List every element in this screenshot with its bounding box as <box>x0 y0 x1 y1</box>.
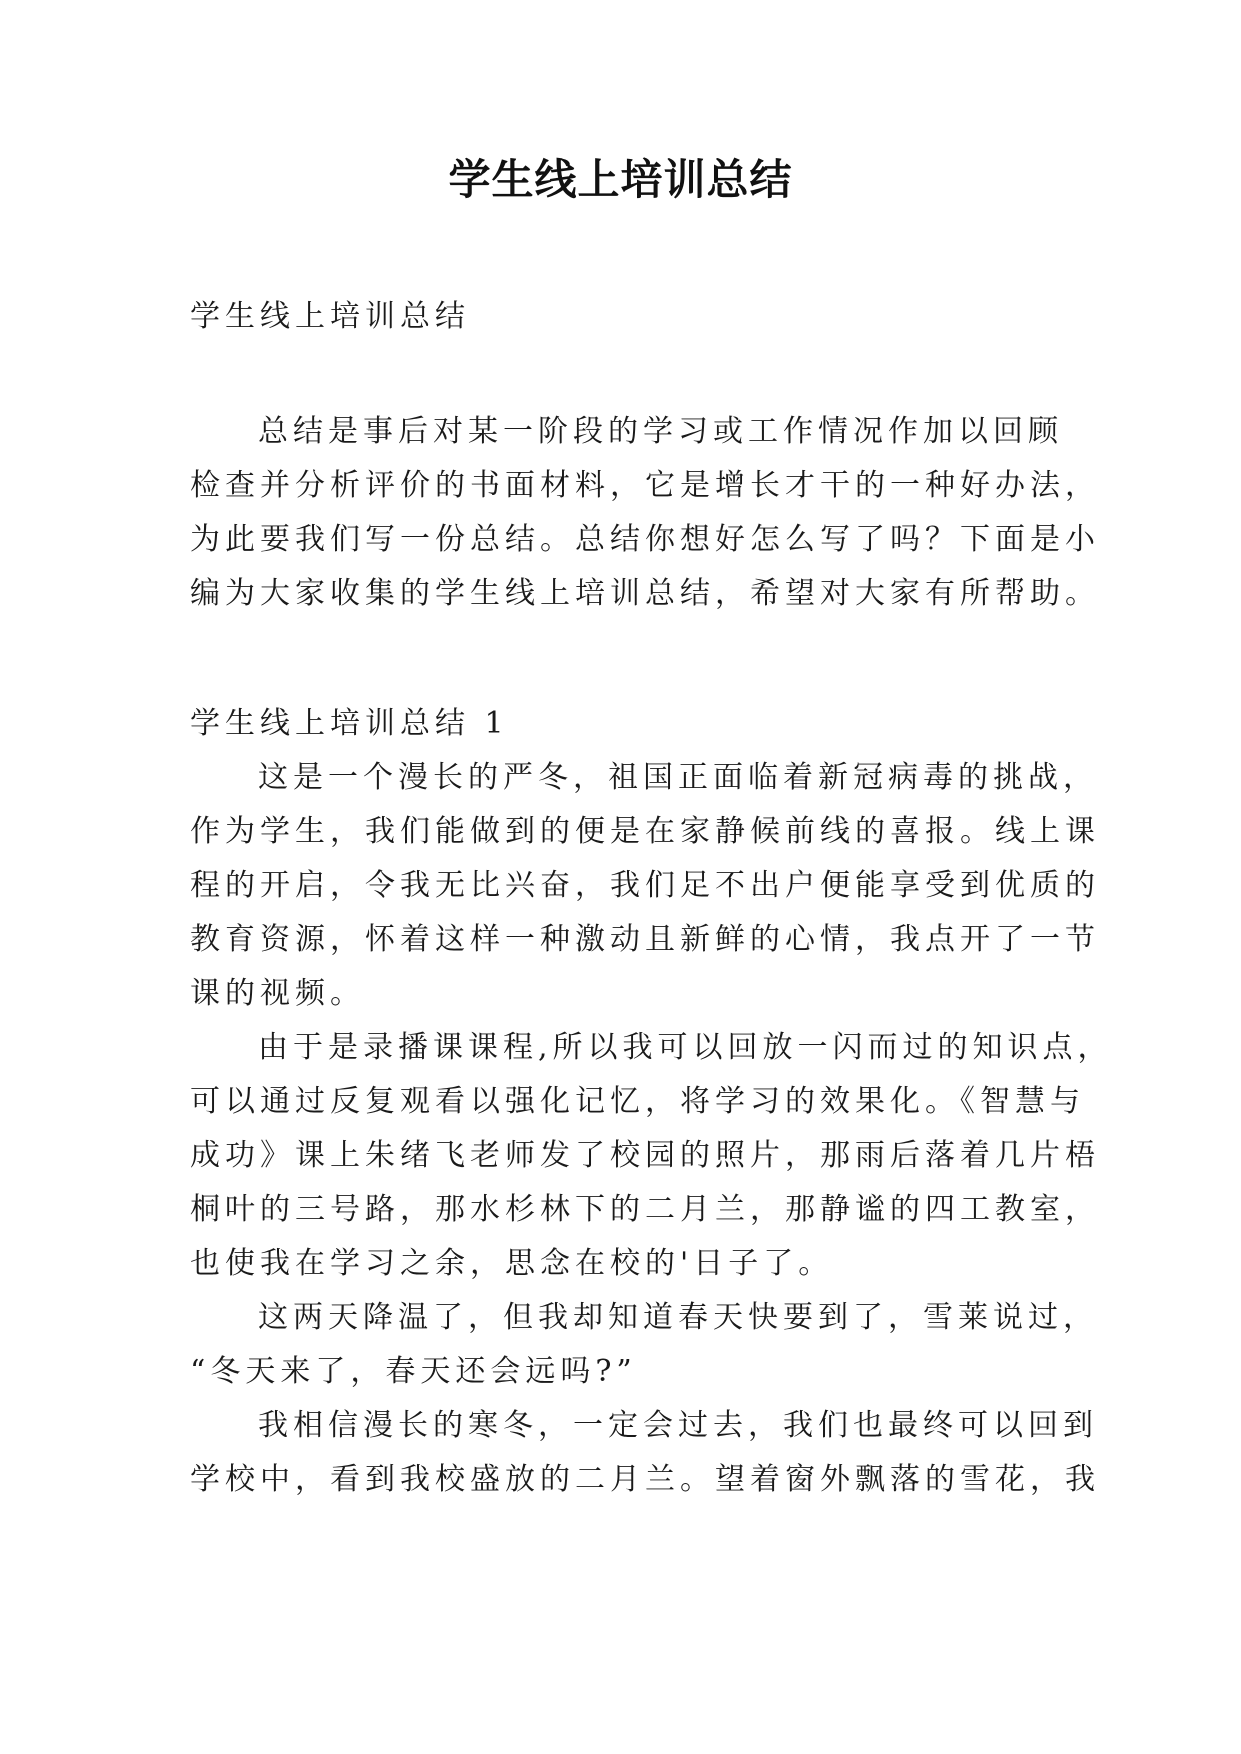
document-subtitle <box>190 290 1070 344</box>
intro-line: 检查并分析评价的书面材料，它是增长才干的一种好办法， <box>190 468 1100 503</box>
intro-line: 为此要我们写一份总结。总结你想好怎么写了吗？下面是小 <box>190 522 1100 557</box>
paragraph-line: 这是一个漫长的严冬，祖国正面临着新冠病毒的挑战， <box>258 760 1098 795</box>
paragraph-line: 桐叶的三号路，那水杉林下的二月兰，那静谧的四工教室， <box>190 1192 1100 1227</box>
intro-paragraph <box>190 405 1100 621</box>
paragraph-line: 程的开启，令我无比兴奋，我们足不出户便能享受到优质的 <box>190 868 1100 903</box>
paragraph-line: 学校中，看到我校盛放的二月兰。望着窗外飘落的雪花，我 <box>190 1462 1100 1497</box>
paragraph-line: 也使我在学习之余，思念在校的'日子了。 <box>190 1246 834 1281</box>
section-heading: 学生线上培训总结 1 <box>190 706 509 741</box>
subtitle-text: 学生线上培训总结 <box>190 299 470 334</box>
paragraph-line: 教育资源，怀着这样一种激动且新鲜的心情，我点开了一节 <box>190 922 1100 957</box>
paragraph-line: 我相信漫长的寒冬，一定会过去，我们也最终可以回到 <box>258 1408 1098 1443</box>
paragraph-line: 这两天降温了，但我却知道春天快要到了，雪莱说过， <box>258 1300 1098 1335</box>
intro-line: 总结是事后对某一阶段的学习或工作情况作加以回顾 <box>258 414 1063 449</box>
paragraph-line: 作为学生，我们能做到的便是在家静候前线的喜报。线上课 <box>190 814 1100 849</box>
paragraph-line: 由于是录播课课程,所以我可以回放一闪而过的知识点， <box>258 1030 1113 1065</box>
document-title: 学生线上培训总结 <box>448 155 793 204</box>
paragraph-line: 课的视频。 <box>190 976 365 1011</box>
paragraph-line: 成功》课上朱绪飞老师发了校园的照片，那雨后落着几片梧 <box>190 1138 1100 1173</box>
intro-line: 编为大家收集的学生线上培训总结，希望对大家有所帮助。 <box>190 576 1100 611</box>
section-1 <box>190 697 1113 1507</box>
paragraph-line: 可以通过反复观看以强化记忆，将学习的效果化。《智慧与 <box>190 1084 1085 1119</box>
paragraph-line: “冬天来了，春天还会远吗?” <box>190 1354 637 1389</box>
